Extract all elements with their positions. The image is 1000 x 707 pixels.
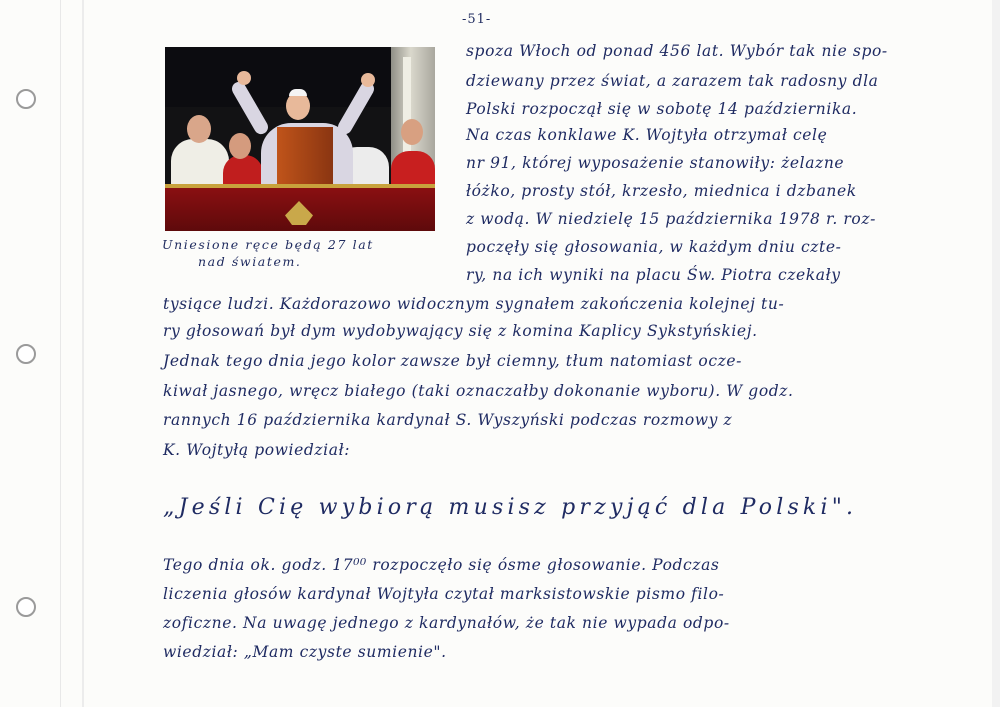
text-line: Polski rozpoczął się w sobotę 14 października.	[466, 100, 858, 118]
text-line: tysiące ludzi. Każdorazowo widocznym sygnałem zakończenia kolejnej tu-	[163, 295, 785, 313]
text-line: zoficzne. Na uwagę jednego z kardynałów, że tak nie wypada odpo-	[163, 614, 730, 632]
photo-caption	[162, 236, 412, 270]
binder-hole	[16, 344, 36, 364]
text-line: ry głosowań był dym wydobywający się z komina Kaplicy Sykstyńskiej.	[163, 322, 758, 340]
margin-line	[60, 0, 61, 707]
text-line: wiedział: „Mam czyste sumienie".	[163, 643, 447, 661]
text-line: rannych 16 października kardynał S. Wyszyński podczas rozmowy z	[163, 411, 733, 429]
text-line: liczenia głosów kardynał Wojtyła czytał marksistowskie pismo filo-	[163, 585, 725, 603]
text-line: ry, na ich wyniki na placu Św. Piotra czekały	[466, 266, 841, 284]
page-edge	[992, 0, 1000, 707]
binder-hole	[16, 597, 36, 617]
photo-pope-balcony	[165, 47, 435, 231]
text-line: Tego dnia ok. godz. 17⁰⁰ rozpoczęło się ósme głosowanie. Podczas	[163, 556, 720, 574]
text-line: z wodą. W niedzielę 15 października 1978 r. roz-	[466, 210, 876, 228]
text-line: K. Wojtyłą powiedział:	[163, 441, 351, 459]
text-line: poczęły się głosowania, w każdym dniu czte-	[466, 238, 842, 256]
quote-line: „Jeśli Cię wybiorą musisz przyjąć dla Polski".	[163, 495, 858, 520]
text-line: kiwał jasnego, wręcz białego (taki oznaczałby dokonanie wyboru). W godz.	[163, 382, 794, 400]
caption-line: Uniesione ręce będą 27 lat	[162, 237, 374, 252]
binder-hole	[16, 89, 36, 109]
text-line: Na czas konklawe K. Wojtyła otrzymał celę	[466, 126, 828, 144]
caption-line: nad światem.	[198, 254, 302, 269]
text-line: łóżko, prosty stół, krzesło, miednica i dzbanek	[466, 182, 857, 200]
text-line: dziewany przez świat, a zarazem tak radosny dla	[466, 72, 879, 90]
text-line: Jednak tego dnia jego kolor zawsze był ciemny, tłum natomiast ocze-	[163, 352, 742, 370]
margin-line	[82, 0, 84, 707]
text-line: nr 91, której wyposażenie stanowiły: żelazne	[466, 154, 845, 172]
text-line: spoza Włoch od ponad 456 lat. Wybór tak nie spo-	[466, 42, 888, 60]
page-number: -51-	[462, 12, 492, 27]
